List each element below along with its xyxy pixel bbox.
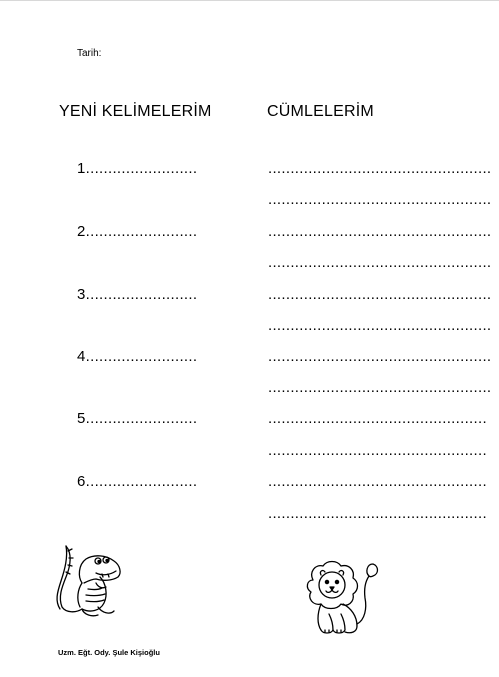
sentence-line: .................................................. <box>268 348 492 365</box>
word-line-6: 6......................... <box>77 473 198 490</box>
sentence-line: ................................................. <box>268 410 487 427</box>
new-words-heading: YENİ KELİMELERİM <box>59 103 212 120</box>
sentence-line: .................................................. <box>268 317 492 334</box>
sentence-line: ................................................. <box>268 505 487 522</box>
word-line-5: 5......................... <box>77 410 198 427</box>
word-line-4: 4......................... <box>77 348 198 365</box>
sentence-line: .................................................. <box>268 160 492 177</box>
word-line-1: 1......................... <box>77 160 198 177</box>
date-label: Tarih: <box>77 48 102 59</box>
sentence-line: ................................................. <box>268 473 487 490</box>
sentence-line: .................................................. <box>268 191 492 208</box>
author-credit: Uzm. Eğt. Ody. Şule Kişioğlu <box>58 648 160 657</box>
word-line-2: 2......................... <box>77 223 198 240</box>
top-border <box>0 0 499 1</box>
word-line-3: 3......................... <box>77 286 198 303</box>
dinosaur-icon <box>52 543 126 619</box>
lion-icon <box>301 558 381 638</box>
sentence-line: .................................................. <box>268 254 492 271</box>
sentence-line: .................................................. <box>268 379 492 396</box>
sentence-line: .................................................. <box>268 286 492 303</box>
sentences-heading: CÜMLELERİM <box>267 103 374 120</box>
sentence-line: .................................................. <box>268 223 492 240</box>
sentence-line: ................................................. <box>268 442 487 459</box>
